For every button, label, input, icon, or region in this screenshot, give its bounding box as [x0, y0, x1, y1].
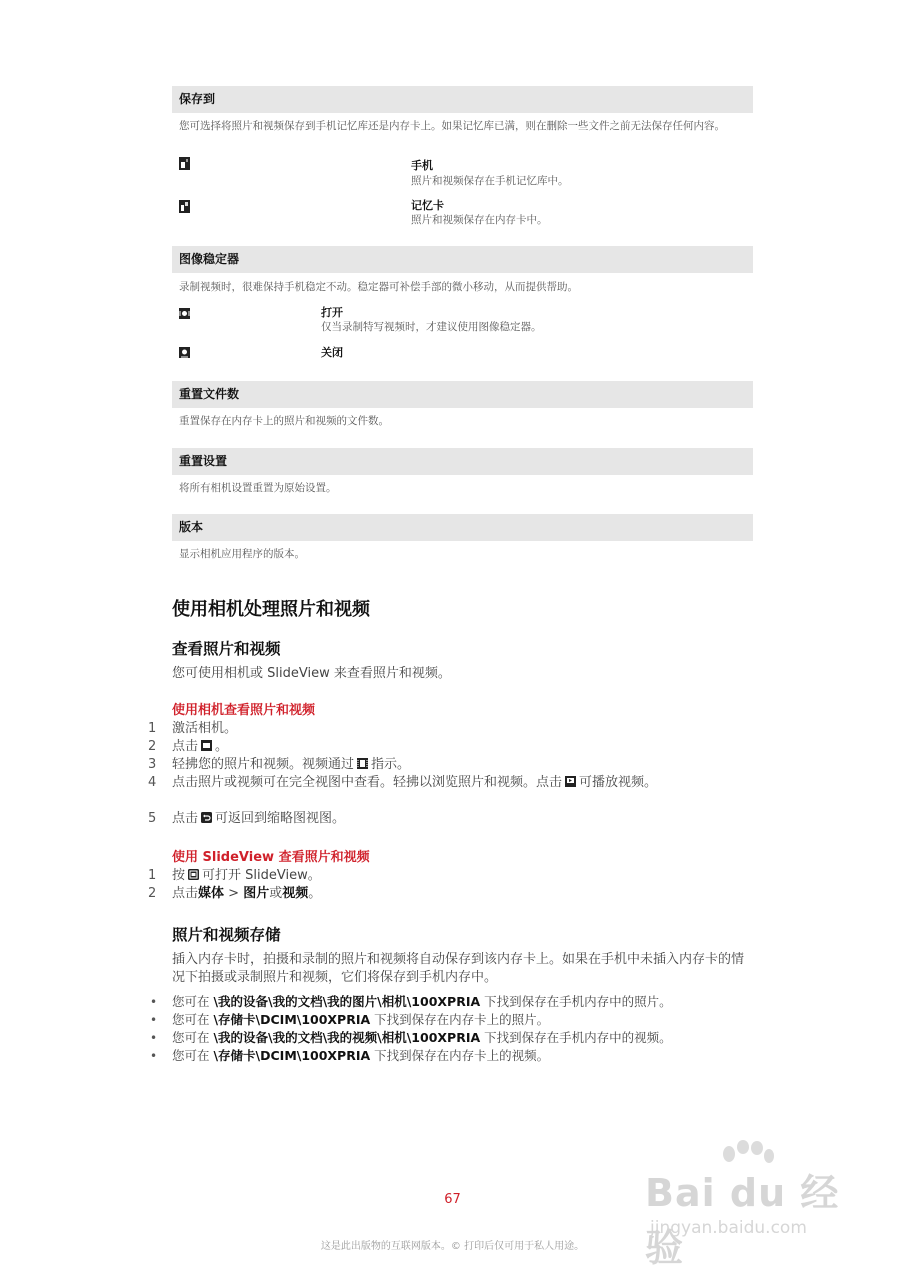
- gallery-icon: [201, 740, 212, 751]
- bullet-dot: •: [150, 995, 158, 1009]
- section-desc-version: 显示相机应用程序的版本。: [179, 548, 305, 560]
- option-desc-phone: 照片和视频保存在手机记忆库中。: [411, 175, 569, 187]
- view-intro: 您可使用相机或 SlideView 来查看照片和视频。: [172, 666, 451, 681]
- step-number: 2: [148, 886, 157, 901]
- option-desc-stabilizer-on: 仅当录制特写视频时，才建议使用图像稳定器。: [321, 321, 542, 333]
- step-text: 按 可打开 SlideView。: [172, 868, 321, 883]
- section-header-version: 版本: [172, 514, 753, 541]
- bullet-dot: •: [150, 1049, 158, 1063]
- watermark-url: jingyan.baidu.com: [650, 1218, 807, 1238]
- memory-card-icon: [179, 200, 190, 213]
- stabilizer-on-icon: [179, 308, 190, 321]
- step-text: 轻拂您的照片和视频。视频通过 指示。: [172, 757, 411, 772]
- section-desc-reset-file-count: 重置保存在内存卡上的照片和视频的文件数。: [179, 415, 389, 427]
- step-text: 点击 可返回到缩略图视图。: [172, 811, 346, 826]
- slideview-task-heading: 使用 SlideView 查看照片和视频: [172, 850, 370, 865]
- bullet-dot: •: [150, 1031, 158, 1045]
- step-text: 点击照片或视频可在完全视图中查看。轻拂以浏览照片和视频。点击 可播放视频。: [172, 775, 658, 790]
- section-desc-reset-settings: 将所有相机设置重置为原始设置。: [179, 482, 337, 494]
- step-number: 4: [148, 775, 157, 790]
- back-icon: [201, 812, 212, 823]
- section-header-stabilizer: 图像稳定器: [172, 246, 753, 273]
- option-title-memory-card: 记忆卡: [411, 199, 444, 212]
- step-number: 1: [148, 868, 157, 883]
- list-item: 您可在 \存储卡\DCIM\100XPRIA 下找到保存在内存卡上的视频。: [172, 1048, 550, 1063]
- step-number: 3: [148, 757, 157, 772]
- option-desc-memory-card: 照片和视频保存在内存卡中。: [411, 214, 548, 226]
- slideview-key-icon: [188, 869, 199, 880]
- step-number: 1: [148, 721, 157, 736]
- option-title-stabilizer-off: 关闭: [321, 346, 343, 359]
- page-number: 67: [444, 1192, 461, 1207]
- option-title-phone: 手机: [411, 159, 433, 172]
- option-title-stabilizer-on: 打开: [321, 306, 343, 319]
- view-heading: 查看照片和视频: [172, 640, 281, 658]
- storage-intro: 插入内存卡时，拍摄和录制的照片和视频将自动保存到该内存卡上。如果在手机中未插入内存卡的情况下拍摄或录制照片和视频，它们将保存到手机内存中。: [172, 952, 745, 985]
- section-header-reset-settings: 重置设置: [172, 448, 753, 475]
- phone-memory-icon: [179, 157, 190, 170]
- step-text: 激活相机。: [172, 721, 238, 736]
- bullet-dot: •: [150, 1013, 158, 1027]
- section-desc-save-to: 您可选择将照片和视频保存到手机记忆库还是内存卡上。如果记忆库已满，则在删除一些文件之前无法保存任何内容。: [179, 120, 725, 132]
- section-header-reset-file-count: 重置文件数: [172, 381, 753, 408]
- step-text: 点击媒体 > 图片或视频。: [172, 886, 322, 901]
- section-header-save-to: 保存到: [172, 86, 753, 113]
- camera-task-heading: 使用相机查看照片和视频: [172, 703, 316, 718]
- watermark-logo: Bai du 经验: [645, 1171, 840, 1270]
- step-number: 2: [148, 739, 157, 754]
- video-indicator-icon: [357, 758, 368, 769]
- list-item: 您可在 \存储卡\DCIM\100XPRIA 下找到保存在内存卡上的照片。: [172, 1012, 550, 1027]
- list-item: 您可在 \我的设备\我的文档\我的视频\相机\100XPRIA 下找到保存在手机内存中的视频。: [172, 1030, 672, 1045]
- stabilizer-off-icon: [179, 347, 190, 360]
- list-item: 您可在 \我的设备\我的文档\我的图片\相机\100XPRIA 下找到保存在手机内存中的照片。: [172, 994, 672, 1009]
- step-number: 5: [148, 811, 157, 826]
- page-footer: 这是此出版物的互联网版本。© 打印后仅可用于私人用途。: [320, 1241, 585, 1252]
- storage-heading: 照片和视频存储: [172, 926, 281, 944]
- section-desc-stabilizer: 录制视频时，很难保持手机稳定不动。稳定器可补偿手部的微小移动，从而提供帮助。: [179, 281, 578, 293]
- step-text: 点击 。: [172, 739, 229, 754]
- play-video-icon: [565, 776, 576, 787]
- chapter-title: 使用相机处理照片和视频: [172, 599, 370, 620]
